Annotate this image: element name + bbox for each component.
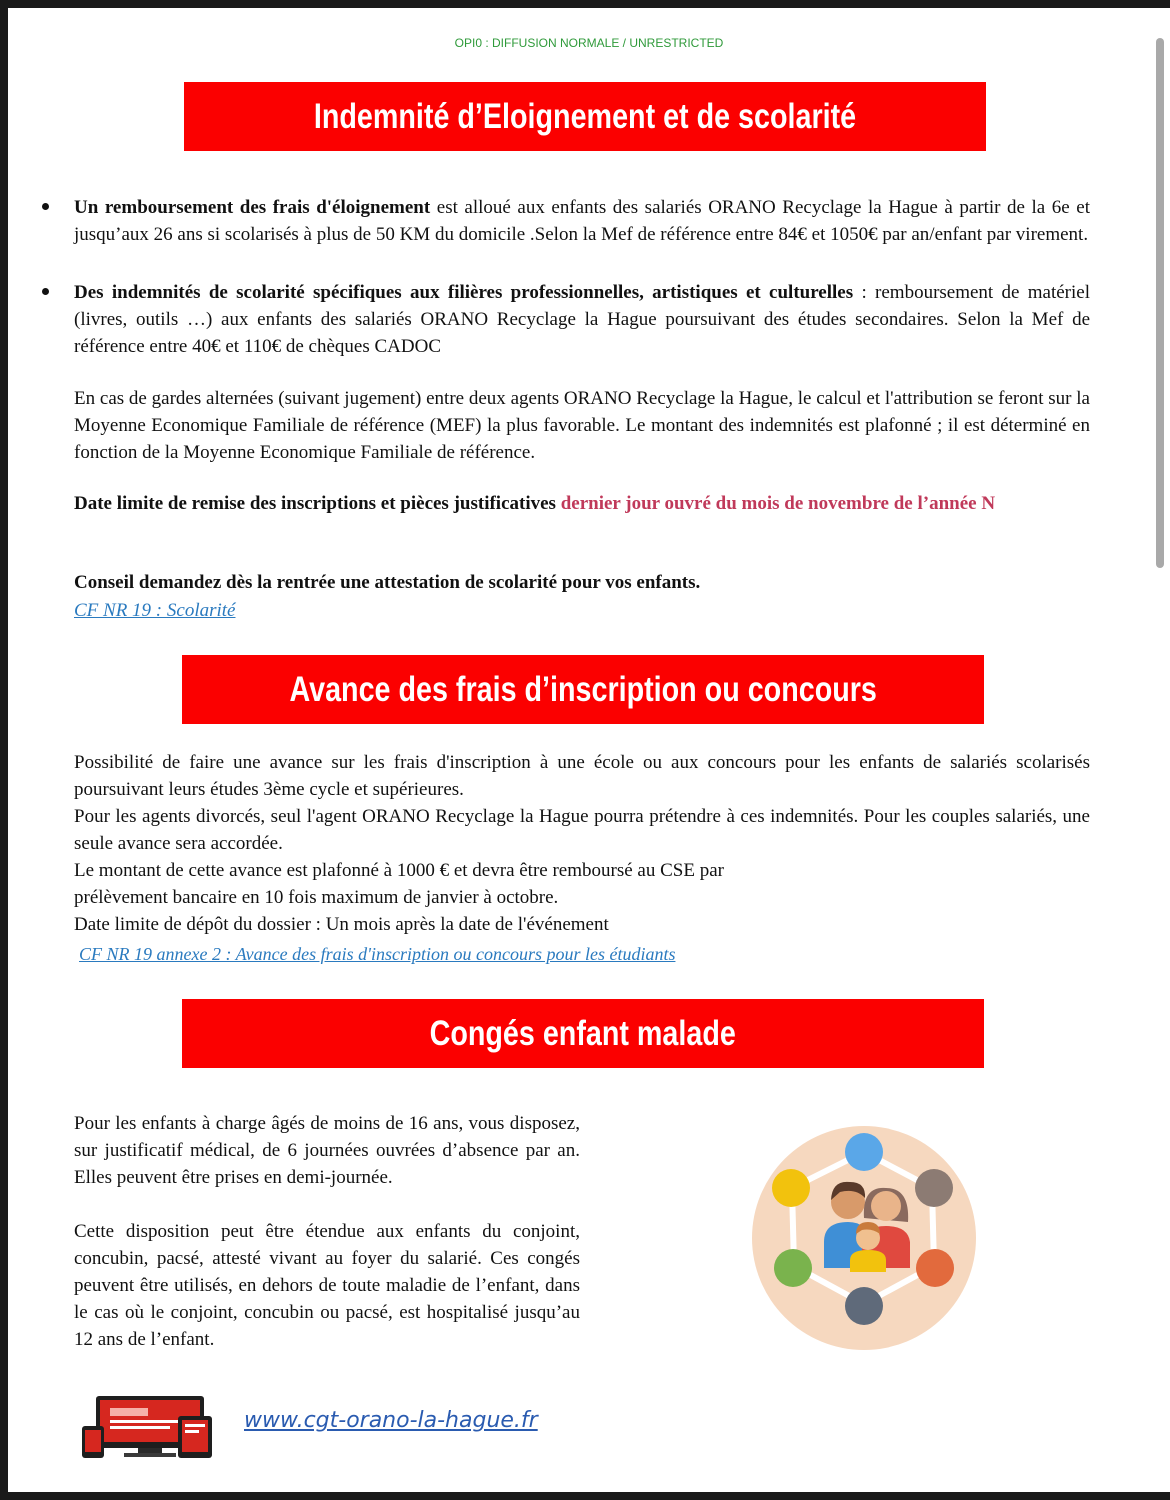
section1-link-wrap xyxy=(74,597,235,624)
scrollbar-thumb[interactable] xyxy=(1156,38,1164,568)
deadline-value: dernier jour ouvré du mois de novembre de l’année N xyxy=(560,493,996,514)
classification-label: OPI0 : DIFFUSION NORMALE / UNRESTRICTED xyxy=(454,36,724,50)
section2-line4: Date limite de dépôt du dossier : Un mois après la date de l'événement xyxy=(74,914,609,935)
section2-line3a: Le montant de cette avance est plafonné à 1000 € et devra être remboursé au CSE par xyxy=(74,860,724,881)
section3-para2: Cette disposition peut être étendue aux enfants du conjoint, concubin, pacsé, attesté vivant au foyer du salarié. Ces congés peuvent être utilisés, en dehors de toute maladie de l’enfant, dans le cas où le conjoint, concubin ou pacsé, est hospitalisé jusqu’au 12 ans de l’enfant. xyxy=(74,1221,580,1350)
section3-para1: Pour les enfants à charge âgés de moins de 16 ans, vous disposez, sur justificatif médical, de 6 journées ouvrées d’absence par an. Elles peuvent être prises en demi-journée. xyxy=(74,1113,580,1188)
bullet-dot xyxy=(42,288,49,295)
document-page xyxy=(8,8,1154,1492)
bullet-dot xyxy=(42,203,49,210)
deadline-label: Date limite de remise des inscriptions et pièces justificatives xyxy=(74,493,561,514)
section3-title: Congés enfant malade xyxy=(429,1014,737,1053)
section1-paragraph: En cas de gardes alternées (suivant jugement) entre deux agents ORANO Recyclage la Hague, le calcul et l'attribution se feront sur la Moyenne Economique Familiale de référence (MEF) la plus favorable. Le montant des indemnités est plafonné ; il est déterminé en fonction de la Moyenne Economique Familiale de référence. xyxy=(74,388,1090,463)
website-link[interactable]: www.cgt-orano-la-hague.fr xyxy=(244,1408,538,1433)
section2-line1: Possibilité de faire une avance sur les frais d'inscription à une école ou aux concours pour les enfants de salariés scolarisés poursuivant leurs études 3ème cycle et supérieures. xyxy=(74,752,1090,800)
advice-text: Conseil demandez dès la rentrée une attestation de scolarité pour vos enfants. xyxy=(74,572,701,593)
section2-link-wrap xyxy=(79,941,675,968)
family-icon xyxy=(744,1118,984,1358)
section2-banner xyxy=(182,655,984,724)
section1-link[interactable]: CF NR 19 : Scolarité xyxy=(74,600,236,621)
bullet2-body: : remboursement de matériel (livres, outils …) aux enfants des salariés ORANO Recyclage la Hague poursuivant des études secondaires. Selon la Mef de référence entre 40€ et 110€ de chèques CADOC xyxy=(74,282,1090,357)
devices-icon xyxy=(80,1394,220,1460)
section3-banner xyxy=(182,999,984,1068)
bullet1-body: est alloué aux enfants des salariés ORANO Recyclage la Hague à partir de la 6e et jusqu’aux 26 ans si scolarisés à plus de 50 KM du domicile .Selon la Mef de référence entre 84€ et 1050€ par an/enfant par virement. xyxy=(74,197,1090,245)
section1-banner xyxy=(184,82,986,205)
section2-line3b: prélèvement bancaire en 10 fois maximum de janvier à octobre. xyxy=(74,887,559,908)
bullet2-text xyxy=(74,279,1090,360)
deadline-text xyxy=(74,490,1090,517)
section2-line2: Pour les agents divorcés, seul l'agent ORANO Recyclage la Hague pourra prétendre à ces indemnités. Pour les couples salariés, une seule avance sera accordée. xyxy=(74,806,1090,854)
bullet1-bold: Un remboursement des frais d'éloignement xyxy=(74,197,431,218)
section2-title: Avance des frais d’inscription ou concours xyxy=(289,670,877,709)
bullet2-bold: Des indemnités de scolarité spécifiques aux filières professionnelles, artistiques et culturelles xyxy=(74,282,854,303)
section2-link[interactable]: CF NR 19 annexe 2 : Avance des frais d'inscription ou concours pour les étudiants xyxy=(79,944,676,964)
bullet1-text xyxy=(74,194,1090,248)
section1-title: Indemnité d’Eloignement et de scolarité spécifique xyxy=(313,97,857,205)
